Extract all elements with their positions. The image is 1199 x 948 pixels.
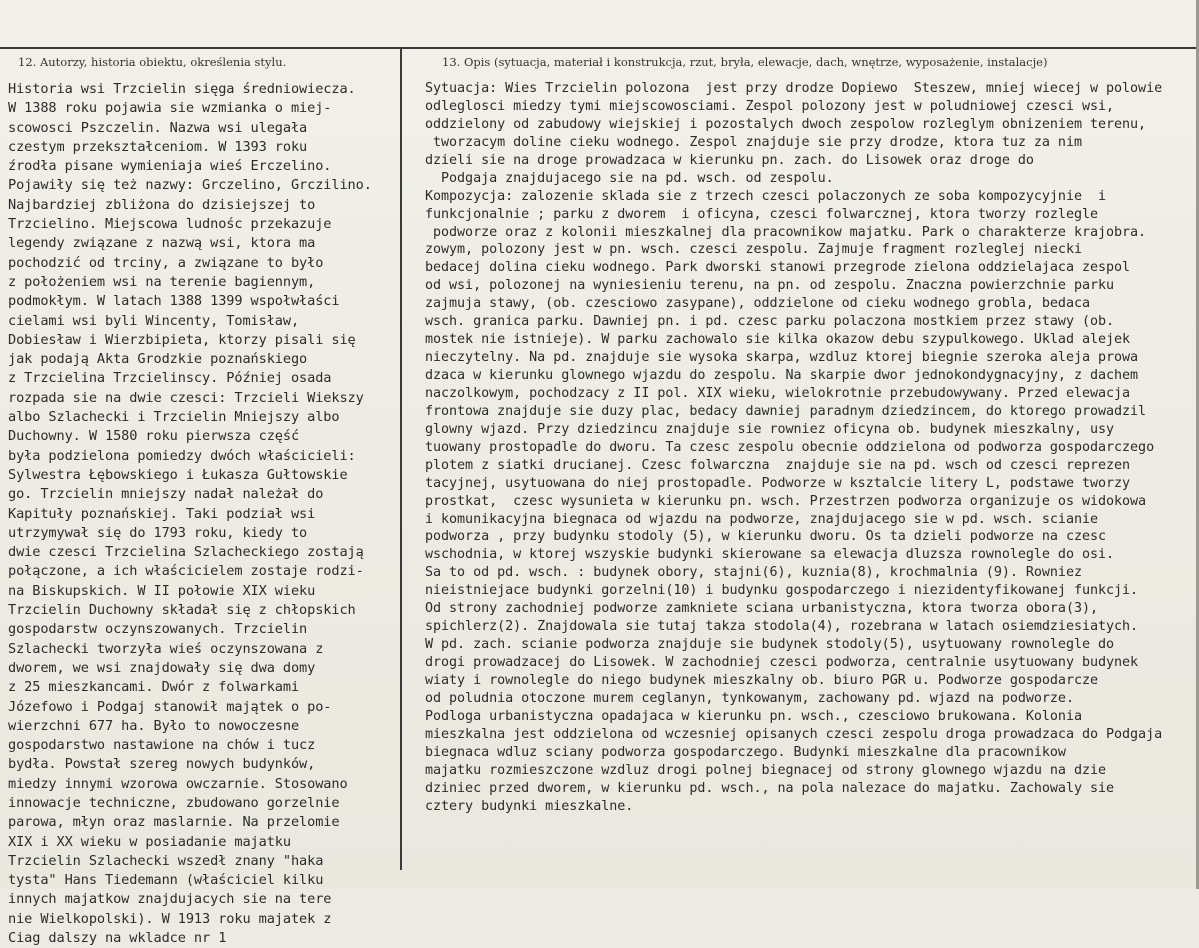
history-line-9: legendy związane z nazwą wsi, ktora ma <box>8 235 316 252</box>
history-line-38: innowacje techniczne, zbudowano gorzelnie <box>8 794 340 811</box>
history-line-44: nie Wielkopolski). W 1913 roku majatek z <box>8 910 332 927</box>
description-line-26: podworza , przy budynku stodoly (5), w kierunku dworu. Os ta dzieli podworze na czesc <box>425 529 1107 545</box>
history-line-16: z Trzcielina Trzcielinscy. Później osada <box>8 370 332 387</box>
history-line-21: Sylwestra Łębowskiego i Łukasza Gułtowskie <box>8 466 348 483</box>
history-line-11: z położeniem wsi na terenie bagiennym, <box>8 273 316 290</box>
history-line-35: gospodarstwo nastawione na chów i tucz <box>8 737 316 754</box>
history-line-29: gospodarstw oczynszowanych. Trzcielin <box>8 621 308 638</box>
history-line-42: tysta" Hans Tiedemann (właściciel kilku <box>8 872 324 889</box>
history-line-13: cielami wsi byli Wincenty, Tomisław, <box>8 312 300 329</box>
history-line-14: Dobiesław i Wierzbipieta, ktorzy pisali się <box>8 331 356 348</box>
history-line-24: utrzymywał się do 1793 roku, kiedy to <box>8 524 308 541</box>
history-line-2: W 1388 roku pojawia sie wzmianka o miej- <box>8 100 332 117</box>
history-line-22: go. Trzcielin mniejszy nadał należał do <box>8 486 324 503</box>
description-line-28: Sa to od pd. wsch. : budynek obory, stajni(6), kuznia(8), krochmalnia (9). Rowniez <box>425 565 1082 581</box>
description-line-10: zowym, polozony jest w pn. wsch. czesci zespolu. Zajmuje fragment rozleglej niecki <box>425 242 1082 258</box>
description-line-40: dziniec przed dworem, w kierunku pd. wsch., na pola nalezace do majatku. Zachowaly sie <box>425 780 1115 796</box>
history-line-31: dworem, we wsi znajdowały się dwa domy <box>8 659 316 676</box>
history-line-25: dwie czesci Trzcielina Szlacheckiego zostają <box>8 544 364 561</box>
description-line-23: tacyjnej, usytuowana do niej prostopadle. Podworze w ksztalcie litery L, podstawe tworzy <box>425 475 1131 491</box>
description-line-36: Podloga urbanistyczna opadajaca w kierunku pn. wsch., czesciowo brukowana. Kolonia <box>425 708 1082 724</box>
section-13-header: 13. Opis (sytuacja, materiał i konstrukcja, rzut, bryła, elewacje, dach, wnętrze, wyposażenie, instalacje) <box>442 55 1048 69</box>
description-line-1: Sytuacja: Wies Trzcielin polozona jest przy drodze Dopiewo Steszew, mniej wiecej w polowie <box>425 81 1163 96</box>
description-line-30: Od strony zachodniej podworze zamkniete sciana urbanistyczna, ktora tworza obora(3), <box>425 601 1098 617</box>
description-line-38: biegnaca wdluz sciany podworza gospodarczego. Budynki mieszkalne dla pracownikow <box>425 744 1066 760</box>
history-line-4: czestym przekształceniom. W 1393 roku <box>8 138 308 155</box>
history-line-26: połączone, a ich właścicielem zostaje rodzi- <box>8 563 364 580</box>
history-line-17: rozpada sie na dwie czesci: Trzcieli Wiekszy <box>8 389 364 406</box>
description-line-5: dzieli sie na droge prowadzaca w kierunku pn. zach. do Lisowek oraz droge do <box>425 152 1034 168</box>
top-rule <box>0 47 1199 49</box>
history-line-20: była podzielona pomiedzy dwóch właścicieli: <box>8 447 356 464</box>
description-line-22: plotem z siatki drucianej. Czesc folwarczna znajduje sie na pd. wsch od czesci reprezen <box>425 457 1131 473</box>
history-line-19: Duchowny. W 1580 roku pierwsza część <box>8 428 300 445</box>
history-line-18: albo Szlachecki i Trzcielin Mniejszy albo <box>8 409 340 426</box>
description-line-11: bedacej dolina cieku wodnego. Park dworski stanowi przegrode zielona oddzielajaca zespol <box>425 260 1131 276</box>
history-text-column <box>8 80 372 948</box>
description-line-14: wsch. granica parku. Dawniej pn. i pd. czesc parku polaczona mostkiem przez stawy (ob. <box>425 314 1115 330</box>
history-line-39: parowa, młyn oraz maslarnie. Na przelomie <box>8 814 340 831</box>
history-line-41: Trzcielin Szlachecki wszedł znany "haka <box>8 852 324 869</box>
section-12-header: 12. Autorzy, historia obiektu, określenia stylu. <box>18 55 287 69</box>
history-line-40: XIX i XX wieku w posiadanie majatku <box>8 833 291 850</box>
description-line-17: dzaca w kierunku glownego wjazdu do zespolu. Na skarpie dwor jednokondygnacyjny, z dachem <box>425 368 1139 383</box>
description-line-33: drogi prowadzacej do Lisowek. W zachodniej czesci podworza, centralnie usytuowany budynek <box>425 655 1139 670</box>
description-line-39: majatku rozmieszczone wzdluz drogi polnej biegnacej od strony glownego wjazdu na dzie <box>425 762 1107 778</box>
history-line-10: pochodzić od trciny, a związane to było <box>8 254 324 271</box>
description-line-8: funkcjonalnie ; parku z dworem i oficyna, czesci folwarcznej, ktora tworzy rozlegle <box>425 206 1098 222</box>
description-line-6: Podgaja znajdujacego sie na pd. wsch. od zespolu. <box>425 170 834 186</box>
description-line-37: mieszkalna jest oddzielona od wczesniej opisanych czesci zespolu droga prowadzaca do Podgaja <box>425 726 1163 742</box>
history-line-43: innych majatkow znajdujacych sie na tere <box>8 891 332 908</box>
description-line-27: wschodnia, w ktorej wszyskie budynki skierowane sa elewacja dluzsza rownolegle do osi. <box>425 547 1115 563</box>
history-line-45: Ciag dalszy na wkladce nr 1 <box>8 930 227 947</box>
history-line-36: bydła. Powstał szereg nowych budynków, <box>8 756 316 773</box>
history-line-23: Kapituły poznańskiej. Taki podział wsi <box>8 505 316 522</box>
description-line-29: nieistniejace budynki gorzelni(10) i budynku gospodarczego i niezidentyfikowanej funkcji. <box>425 583 1139 599</box>
description-line-32: W pd. zach. scianie podworza znajduje sie budynek stodoly(5), usytuowany rownolegle do <box>425 637 1115 653</box>
description-line-25: i komunikacyjna biegnaca od wjazdu na podworze, znajdujacego sie w pd. wsch. scianie <box>425 511 1098 527</box>
history-line-28: Trzcielin Duchowny składał się z chłopskich <box>8 602 356 619</box>
history-line-37: miedzy innymi wzorowa owczarnie. Stosowano <box>8 775 348 792</box>
description-line-34: wiaty i rownolegle do niego budynek mieszkalny ob. biuro PGR u. Podworze gospodarcze <box>425 672 1098 688</box>
description-line-9: podworze oraz z kolonii mieszkalnej dla pracownikow majatku. Park o charakterze krajobra. <box>425 224 1147 240</box>
description-line-3: oddzielony od zabudowy wiejskiej i pozostalych dwoch zespolow rozleglym obnizeniem terenu, <box>425 116 1147 132</box>
description-line-12: od wsi, polozonej na wyniesieniu terenu, na pn. od zespolu. Znaczna powierzchnie parku <box>425 278 1115 294</box>
history-line-33: Józefowo i Podgaj stanowił majątek o po- <box>8 698 332 715</box>
description-line-13: zajmuja stawy, (ob. czesciowo zasypane), oddzielone od cieku wodnego grobla, bedaca <box>425 296 1090 312</box>
history-line-30: Szlachecki tworzyła wieś oczynszowana z <box>8 640 324 657</box>
description-line-7: Kompozycja: zalozenie sklada sie z trzech czesci polaczonych ze soba kompozycyjnie i <box>425 188 1107 204</box>
description-line-41: cztery budynki mieszkalne. <box>425 798 634 814</box>
history-line-3: scowosci Pszczelin. Nazwa wsi ulegała <box>8 119 308 136</box>
description-line-21: tuowany prostopadle do dworu. Ta czesc zespolu obecnie oddzielona od podworza gospodarczego <box>425 439 1155 455</box>
description-line-20: glowny wjazd. Przy dziedzincu znajduje sie rowniez oficyna ob. budynek mieszkalny, usy <box>425 421 1115 437</box>
history-line-34: wierzchni 677 ha. Było to nowoczesne <box>8 717 300 734</box>
history-line-12: podmokłym. W latach 1388 1399 wspołwłaści <box>8 293 340 310</box>
description-line-16: nieczytelny. Na pd. znajduje sie wysoka skarpa, wzdluz ktorej biegnie szeroka aleja prowa <box>425 350 1139 366</box>
history-line-6: Pojawiły się też nazwy: Grczelino, Grczilino. <box>8 177 372 194</box>
history-line-8: Trzcielino. Miejscowa ludnośc przekazuje <box>8 216 332 233</box>
description-line-31: spichlerz(2). Znajdowala sie tutaj takza stodola(4), rozebrana w latach osiemdziesiatych. <box>425 619 1139 635</box>
description-line-2: odleglosci miedzy tymi miejscowosciami. Zespol polozony jest w poludniowej czesci wsi, <box>425 98 1115 114</box>
history-line-15: jak podają Akta Grodzkie poznańskiego <box>8 351 308 368</box>
history-line-27: na Biskupskich. W II połowie XIX wieku <box>8 582 316 599</box>
column-divider <box>400 48 402 870</box>
history-line-32: z 25 mieszkancami. Dwór z folwarkami <box>8 679 300 696</box>
description-line-15: mostek nie istnieje). W parku zachowalo sie kilka okazow debu szypulkowego. Uklad alejek <box>425 332 1131 348</box>
description-text-column <box>425 80 1162 815</box>
history-line-5: źrodła pisane wymieniaja wieś Erczelino. <box>8 158 332 175</box>
description-line-24: prostkat, czesc wysunieta w kierunku pn. wsch. Przestrzen podworza organizuje os widokowa <box>425 493 1147 509</box>
description-line-18: naczolkowym, pochodzacy z II pol. XIX wieku, wielokrotnie przebudowywany. Przed elewacja <box>425 385 1131 401</box>
history-line-7: Najbardziej zbliżona do dzisiejszej to <box>8 196 316 213</box>
description-line-35: od poludnia otoczone murem ceglanyn, tynkowanym, zachowany pd. wjazd na podworze. <box>425 690 1074 706</box>
description-line-4: tworzacym doline cieku wodnego. Zespol znajduje sie przy drodze, ktora tuz za nim <box>425 134 1082 150</box>
description-line-19: frontowa znajduje sie duzy plac, bedacy dawniej paradnym dziedzincem, do ktorego prowadzil <box>425 403 1147 419</box>
history-line-1: Historia wsi Trzcielin sięga średniowiecza. <box>8 81 356 97</box>
